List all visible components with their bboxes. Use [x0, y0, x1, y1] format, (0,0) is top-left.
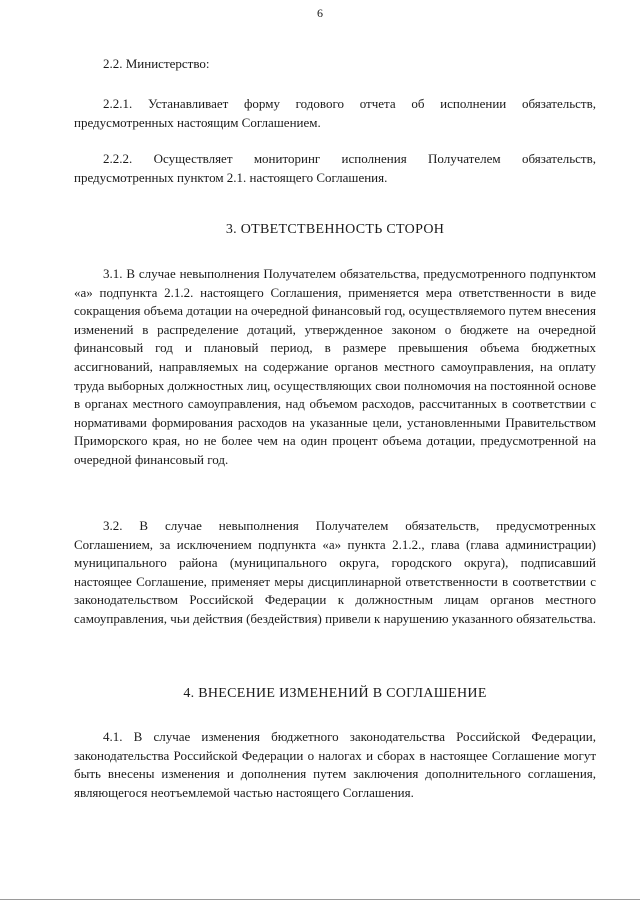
clause-3-2: 3.2. В случае невыполнения Получателем обязательств, предусмотренных Соглашением, за исключением подпункта «а» пункта 2.1.2., глава (глава администрации) муниципального района (муниципального округа, городского округа), подписавший настоящее Соглашение, применяет меры дисциплинарной ответственности в соответствии с законодательством Российской Федерации к должностным лицам органов местного самоуправления, чьи действия (бездействия) привели к нарушению указанного обязательства. — [74, 518, 596, 626]
clause-3-1: 3.1. В случае невыполнения Получателем обязательства, предусмотренного подпунктом «а» подпункта 2.1.2. настоящего Соглашения, применяется мера ответственности в виде сокращения объема дотации на очередной финансовый год, осуществляемого путем внесения изменений в распределение дотаций, утвержденное законом о бюджете на очередной финансовый год и плановый период, в размере превышения объема бюджетных ассигнований, направляемых на содержание органов местного самоуправления, на оплату труда выборных должностных лиц, осуществляющих свои полномочия на постоянной основе в органах местного самоуправления, над объемом расходов, рассчитанных в соответствии с нормативами формирования расходов на указанные цели, установленными Правительством Приморского края, но не более чем на один процент объема дотации, предусмотренной на очередной финансовый год. — [74, 266, 596, 467]
scan-edge-line — [0, 899, 640, 900]
clause-4-1: 4.1. В случае изменения бюджетного законодательства Российской Федерации, законодательства Российской Федерации о налогах и сборах в настоящее Соглашение могут быть внесены изменения и дополнения путем заключения дополнительного соглашения, являющегося неотъемлемой частью настоящего Соглашения. — [74, 729, 596, 800]
page-number: 6 — [317, 6, 323, 20]
section-3-heading: 3. ОТВЕТСТВЕННОСТЬ СТОРОН — [225, 222, 445, 237]
section-4-heading: 4. ВНЕСЕНИЕ ИЗМЕНЕНИЙ В СОГЛАШЕНИЕ — [183, 686, 487, 701]
clause-2-2: 2.2. Министерство: — [103, 56, 210, 71]
clause-2-2-1: 2.2.1. Устанавливает форму годового отчета об исполнении обязательств, предусмотренных настоящим Соглашением. — [74, 96, 596, 130]
clause-2-2-2: 2.2.2. Осуществляет мониторинг исполнения Получателем обязательств, предусмотренных пунктом 2.1. настоящего Соглашения. — [74, 151, 596, 185]
